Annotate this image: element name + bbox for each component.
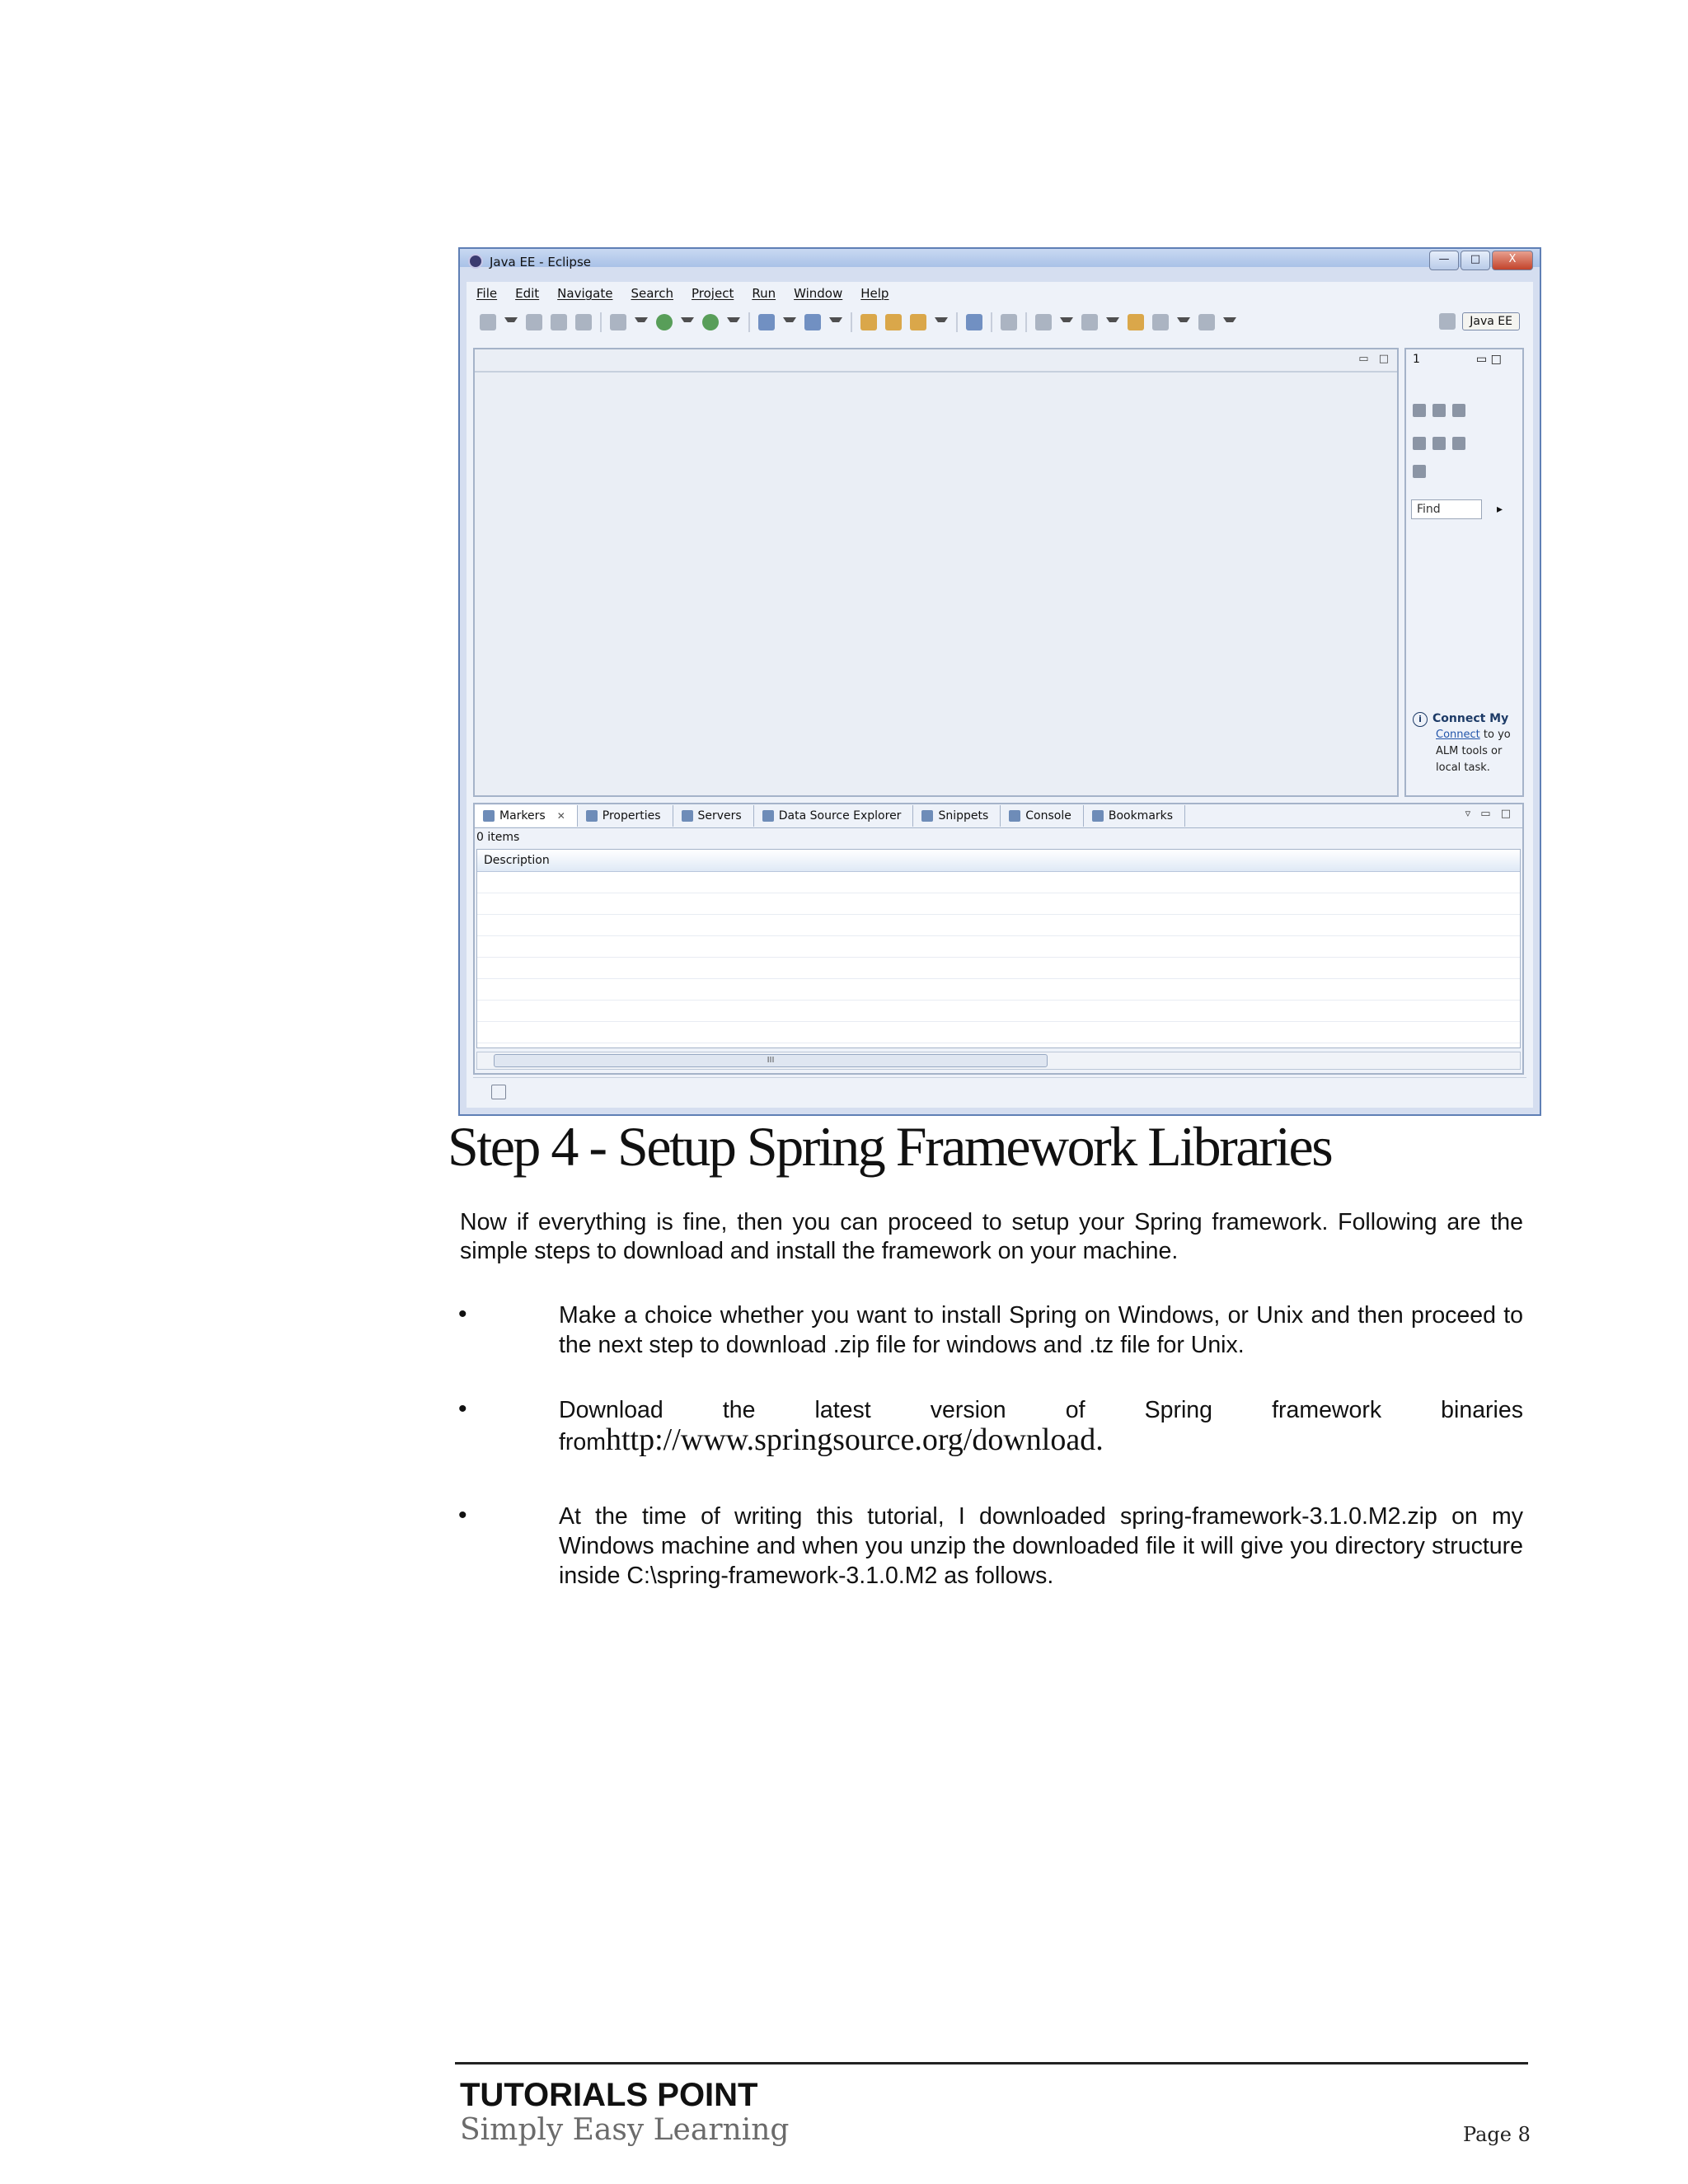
pane-toolbar-row-3 xyxy=(1413,465,1426,478)
tab-bookmarks[interactable] xyxy=(1084,805,1185,827)
tab-label: Data Source Explorer xyxy=(778,809,902,823)
categorized-icon[interactable] xyxy=(1432,404,1446,417)
find-input[interactable]: Find xyxy=(1411,499,1482,519)
menu-navigate[interactable]: Navigate xyxy=(557,286,613,301)
menu-search[interactable]: Search xyxy=(631,286,673,301)
table-row xyxy=(477,1022,1520,1043)
section-heading: Step 4 - Setup Spring Framework Libraries xyxy=(448,1115,1332,1178)
table-row xyxy=(477,958,1520,979)
editor-area[interactable] xyxy=(473,348,1399,797)
connect-mylyn-panel xyxy=(1413,710,1523,776)
pane-toolbar-row-2 xyxy=(1413,437,1465,450)
dropdown-arrow-icon[interactable] xyxy=(1177,317,1190,327)
tab-snippets[interactable] xyxy=(913,805,1001,827)
open-perspective-icon[interactable] xyxy=(1439,313,1456,330)
synchronize-icon[interactable] xyxy=(1413,437,1426,450)
previous-annotation-icon[interactable] xyxy=(1081,314,1098,330)
forward-icon[interactable] xyxy=(1198,314,1215,330)
eclipse-screenshot xyxy=(458,247,1541,1116)
bookmarks-icon xyxy=(1092,810,1104,822)
bullet-2-from: from xyxy=(559,1429,606,1455)
next-annotation-icon[interactable] xyxy=(1035,314,1052,330)
tab-label: Markers xyxy=(499,809,546,823)
menu-file[interactable]: File xyxy=(476,286,498,301)
tab-console[interactable] xyxy=(1001,805,1084,827)
footer-rule xyxy=(455,2062,1528,2064)
markers-table[interactable] xyxy=(476,849,1521,1048)
bullet-2-line-1: Download the latest version of Spring framework binaries xyxy=(559,1397,1523,1423)
table-row xyxy=(477,915,1520,936)
items-count: 0 items xyxy=(476,831,520,844)
connect-header xyxy=(1413,710,1523,727)
run-icon[interactable] xyxy=(656,314,673,330)
horizontal-scrollbar[interactable] xyxy=(476,1052,1521,1070)
pane-minimize-maximize-icon[interactable]: ▭ □ xyxy=(1475,353,1502,366)
pane-tab-row xyxy=(1413,353,1502,366)
bullet-3-text: At the time of writing this tutorial, I downloaded spring-framework-3.1.0.M2.zip on my Windows machine and when you unzip the downloaded file it will give you directory structure inside C:\spring-framework-3.1.0.M2 as follows. xyxy=(559,1503,1523,1589)
servers-icon xyxy=(682,810,693,822)
console-icon xyxy=(1009,810,1020,822)
java-ee-perspective-button[interactable]: Java EE xyxy=(1462,312,1520,330)
new-icon[interactable] xyxy=(480,314,496,330)
tab-label: Console xyxy=(1025,809,1071,823)
connect-title: Connect My xyxy=(1432,712,1509,725)
open-folder-icon[interactable] xyxy=(885,314,902,330)
tab-properties[interactable] xyxy=(578,805,673,827)
markers-icon xyxy=(483,810,495,822)
info-icon: i xyxy=(1413,712,1428,727)
connect-text-1: to yo xyxy=(1483,729,1511,741)
task-icon[interactable] xyxy=(1001,314,1017,330)
table-row xyxy=(477,872,1520,893)
window-title: Java EE - Eclipse xyxy=(490,255,591,269)
tab-markers[interactable] xyxy=(475,805,578,827)
tab-data-source-explorer[interactable] xyxy=(754,805,914,827)
new-task-icon[interactable] xyxy=(1413,404,1426,417)
intro-paragraph: Now if everything is fine, then you can proceed to setup your Spring framework. Following are the simple steps to download and install the framework on your machine. xyxy=(460,1209,1523,1264)
connect-body xyxy=(1413,727,1523,776)
menu-project[interactable]: Project xyxy=(692,286,734,301)
bullet-1-text: Make a choice whether you want to install Spring on Windows, or Unix and then proceed to the next step to download .zip file for windows and .tz file for Unix. xyxy=(559,1302,1523,1358)
dropdown-arrow-icon[interactable] xyxy=(727,317,740,327)
tab-label: Snippets xyxy=(938,809,989,823)
save-all-icon[interactable] xyxy=(551,314,567,330)
dropdown-arrow-icon[interactable] xyxy=(935,317,948,327)
toolbar-separator xyxy=(991,312,992,332)
data-source-icon xyxy=(762,810,774,822)
menu-bar xyxy=(467,282,1533,305)
dropdown-arrow-icon[interactable] xyxy=(635,317,648,327)
perspective-switcher xyxy=(1439,310,1520,333)
editor-tab-strip xyxy=(475,349,1397,373)
minimize-button[interactable]: — xyxy=(1429,251,1459,270)
footer-brand: TUTORIALS POINT xyxy=(460,2077,758,2113)
table-row xyxy=(477,893,1520,915)
footer-tagline: Simply Easy Learning xyxy=(460,2113,790,2147)
window-titlebar xyxy=(460,249,1540,267)
tab-label: Bookmarks xyxy=(1108,809,1174,823)
maximize-button[interactable]: □ xyxy=(1461,251,1490,270)
menu-window[interactable]: Window xyxy=(794,286,843,301)
external-tools-icon[interactable] xyxy=(702,314,719,330)
bottom-tab-strip xyxy=(475,804,1522,828)
connect-text-3: local task. xyxy=(1436,762,1490,774)
download-url-link[interactable]: http://www.springsource.org/download. xyxy=(606,1422,1104,1457)
globe-icon[interactable] xyxy=(966,314,982,330)
properties-icon xyxy=(586,810,598,822)
scheduled-icon[interactable] xyxy=(1452,404,1465,417)
tab-label: Servers xyxy=(697,809,742,823)
bullet-2-symbol: • xyxy=(458,1395,467,1422)
activate-task-icon[interactable] xyxy=(1413,465,1426,478)
page-number: Page 8 xyxy=(1463,2123,1531,2146)
scrollbar-thumb[interactable]: III xyxy=(494,1054,1048,1067)
dropdown-arrow-icon[interactable] xyxy=(1223,317,1236,327)
connect-text-2: ALM tools or xyxy=(1436,745,1503,757)
pane-tab-label[interactable]: 1 xyxy=(1413,353,1420,366)
bullet-2-text xyxy=(559,1395,1523,1457)
back-icon[interactable] xyxy=(1152,314,1169,330)
close-button[interactable]: X xyxy=(1492,251,1533,270)
bottom-views-panel xyxy=(473,803,1524,1075)
find-next-arrow-icon[interactable]: ▸ xyxy=(1497,503,1503,516)
toolbar-separator xyxy=(1025,312,1027,332)
print-icon[interactable] xyxy=(575,314,592,330)
snippets-icon xyxy=(921,810,933,822)
toolbar-separator xyxy=(956,312,958,332)
toolbar-separator xyxy=(600,312,602,332)
menu-help[interactable]: Help xyxy=(860,286,889,301)
pane-toolbar-row-1 xyxy=(1413,404,1465,417)
description-column-header[interactable]: Description xyxy=(477,850,1520,872)
connect-link[interactable]: Connect xyxy=(1436,729,1480,741)
window-controls xyxy=(1429,251,1533,270)
save-icon[interactable] xyxy=(526,314,542,330)
dropdown-arrow-icon[interactable] xyxy=(1060,317,1073,327)
table-row xyxy=(477,979,1520,1001)
toolbar-separator xyxy=(748,312,750,332)
table-row xyxy=(477,936,1520,958)
bullet-3-symbol: • xyxy=(458,1502,467,1529)
status-bar xyxy=(473,1077,1526,1104)
tab-servers[interactable] xyxy=(673,805,754,827)
bullet-1-symbol: • xyxy=(458,1301,467,1328)
close-icon[interactable]: ✕ xyxy=(556,810,565,822)
hide-completed-icon[interactable] xyxy=(1432,437,1446,450)
main-toolbar xyxy=(467,305,1533,340)
dropdown-arrow-icon[interactable] xyxy=(829,317,842,327)
dropdown-arrow-icon[interactable] xyxy=(681,317,694,327)
new-web-service-icon[interactable] xyxy=(804,314,821,330)
editor-minimize-maximize-icon[interactable]: ▭ □ xyxy=(1358,353,1392,365)
last-edit-icon[interactable] xyxy=(1128,314,1144,330)
dropdown-arrow-icon[interactable] xyxy=(504,317,518,327)
debug-icon[interactable] xyxy=(610,314,626,330)
fast-view-icon[interactable] xyxy=(491,1085,506,1099)
collapse-all-icon[interactable] xyxy=(1452,437,1465,450)
table-row xyxy=(477,1001,1520,1022)
view-menu-icon[interactable]: ▿ ▭ □ xyxy=(1465,808,1514,820)
eclipse-app-icon xyxy=(468,254,483,269)
menu-run[interactable]: Run xyxy=(752,286,776,301)
bullet-2-line-2 xyxy=(559,1422,1523,1457)
search-icon[interactable] xyxy=(910,314,926,330)
toolbar-separator xyxy=(851,312,852,332)
menu-edit[interactable]: Edit xyxy=(515,286,540,301)
workbench xyxy=(467,282,1533,1108)
new-server-icon[interactable] xyxy=(758,314,775,330)
tab-label: Properties xyxy=(602,809,661,823)
open-type-icon[interactable] xyxy=(860,314,877,330)
dropdown-arrow-icon[interactable] xyxy=(783,317,796,327)
task-list-pane xyxy=(1404,348,1524,797)
dropdown-arrow-icon[interactable] xyxy=(1106,317,1119,327)
